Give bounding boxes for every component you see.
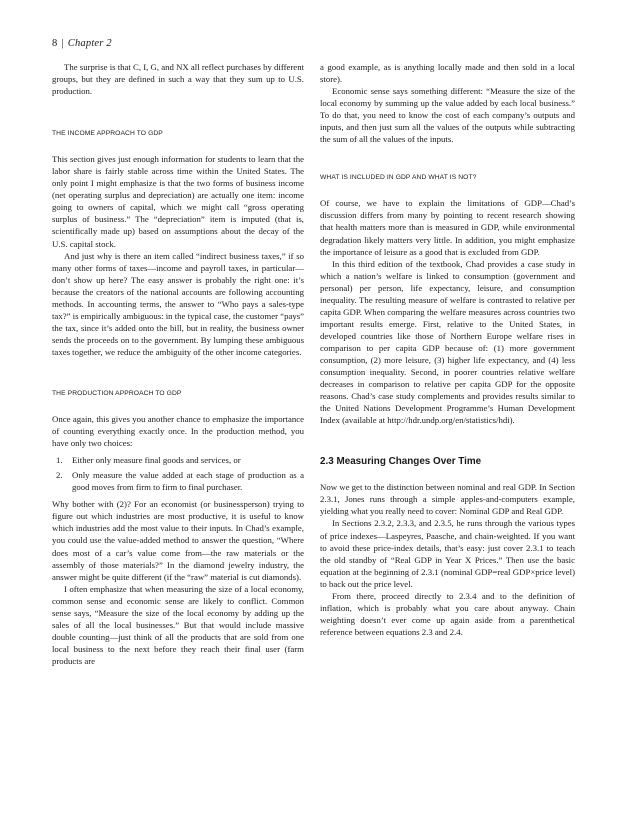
list-item-number: 2. <box>56 470 63 481</box>
chapter-label: Chapter 2 <box>67 38 112 49</box>
changes-paragraph-2: In Sections 2.3.2, 2.3.3, and 2.3.5, he runs through the various types of price indexes—Laspeyres, Paasche, and chain-weighted. If you want to avoid these price-index details, that’s easy: just cover 2.3.1 to teach the old standby of “Real GDP in Year X Prices.” Then use the basic equation at the beginning of 2.3.1 (nominal GDP=real GDP×price level) to back out the price level. <box>320 518 575 589</box>
intro-paragraph: The surprise is that C, I, G, and NX all reflect purchases by different groups, but they are defined in such a way that they sum up to U.S. production. <box>52 62 304 97</box>
right-column <box>320 61 575 638</box>
changes-paragraph-1: Now we get to the distinction between nominal and real GDP. In Section 2.3.1, Jones runs through a simple apples-and-computers example, yielding what you really need to cover: Nominal GDP and Real GDP. <box>320 482 575 517</box>
included-paragraph-2: In this third edition of the textbook, Chad provides a case study in which a nation’s welfare is linked to consumption (government and personal) per person, life expectancy, leisure, and consumption inequality. The resulting measure of welfare is contrasted to relative per capita GDP. When comparing the welfare measures across countries two important results emerge. First, relative to the United States, in developed countries like those of Northern Europe welfare rises in comparison to per capita GDP because of: (1) more government consumption, (2) more leisure, (3) higher life expectancy, and (4) less consumption inequality. Second, in poorer countries relative welfare decreases in comparison to relative per capita GDP for the opposite reasons. Chad’s case study complements and provides results similar to the United Nations Development Programme’s Human Development Index (available at http://hdr.undp.org/en/statistics/hdi). <box>320 258 575 426</box>
changes-paragraph-3: From there, proceed directly to 2.3.4 and to the definition of inflation, which is probably what you care about anyway. Chain weighting doesn’t ever come up again aside from a parenthetical reference between equations 2.3 and 2.4. <box>320 590 575 637</box>
page-number: 8 <box>52 38 58 49</box>
header-separator: | <box>61 38 64 49</box>
left-column <box>52 61 304 667</box>
production-choices-list <box>52 454 304 493</box>
production-paragraph-3: I often emphasize that when measuring the size of a local economy, common sense and economic sense are likely to conflict. Common sense says, “Measure the size of the local economy by adding up the sales of all the local businesses.” But that would include massive double counting—just think of all the products that are sold from one local business to the next before they reach their final user (farm products are <box>52 583 304 666</box>
list-item <box>52 469 304 493</box>
included-paragraph-1: Of course, we have to explain the limitations of GDP—Chad’s discussion differs from many by pointing to recent research showing that health matters more than is measured in GDP, while environmental degradation likely matters very little. In addition, you might emphasize the importance of leisure as a good that is excluded from GDP. <box>320 198 575 257</box>
list-item-text: Either only measure final goods and services, or <box>72 455 241 466</box>
income-paragraph-2: And just why is there an item called “indirect business taxes,” if so many other forms of taxes—income and payroll taxes, in particular—don’t show up here? The easy answer is probably the right one: it’s because the creators of the national accounts are following accounting methods. In accounting terms, the answer to “Who pays a sales-type tax?” is empirically ambiguous: in the typical case, the customer “pays” the tax, since it’s added onto the bill, but in reality, the business owner sends the proceeds on to the government. By lumping these ambiguous taxes together, we reduce the ambiguity of the other income categories. <box>52 250 304 357</box>
economic-sense-paragraph: Economic sense says something different: “Measure the size of the local economy by summing up the value added by each local business.” To do that, you need to know the cost of each company’s outputs and inputs, and then just sum all the values of the outputs while subtracting the sum of all the values of the inputs. <box>320 86 575 145</box>
production-paragraph-2: Why bother with (2)? For an economist (or businessperson) trying to figure out which industries are most productive, it is useful to know which industries add the most value to their inputs. In Chad’s example, you could use the value-added method to answer the question, “Where does most of a car’s value come from—the raw materials or the assembly of those materials?” In the diamond jewelry industry, the answer might be quite different (if the “raw” material is cut diamonds). <box>52 499 304 582</box>
included-in-gdp-heading: WHAT IS INCLUDED IN GDP AND WHAT IS NOT? <box>320 174 477 182</box>
continued-paragraph: a good example, as is anything locally made and then sold in a local store). <box>320 62 575 85</box>
income-paragraph-1: This section gives just enough information for students to learn that the labor share is fairly stable across time within the United States. The only point I might emphasize is that the two forms of business income (net operating surplus and depreciation) are actually one item: income going to owners of capital, which we might call “gross operating surplus of business.” The “depreciation” item is imputed (that is, scientifically made up) based on assumptions about the decay of the U.S. capital stock. <box>52 154 304 249</box>
section-title: 2.3 Measuring Changes Over Time <box>320 456 482 468</box>
list-item-number: 1. <box>56 455 63 466</box>
production-approach-heading: THE PRODUCTION APPROACH TO GDP <box>52 389 182 397</box>
list-item-text: Only measure the value added at each stage of production as a good moves from firm to firm to final purchaser. <box>72 470 304 493</box>
list-item <box>52 454 304 466</box>
production-paragraph-1: Once again, this gives you another chance to emphasize the importance of counting everything exactly once. In the production method, you have only two choices: <box>52 414 304 449</box>
running-head <box>52 38 112 49</box>
income-approach-heading: THE INCOME APPROACH TO GDP <box>52 130 163 138</box>
